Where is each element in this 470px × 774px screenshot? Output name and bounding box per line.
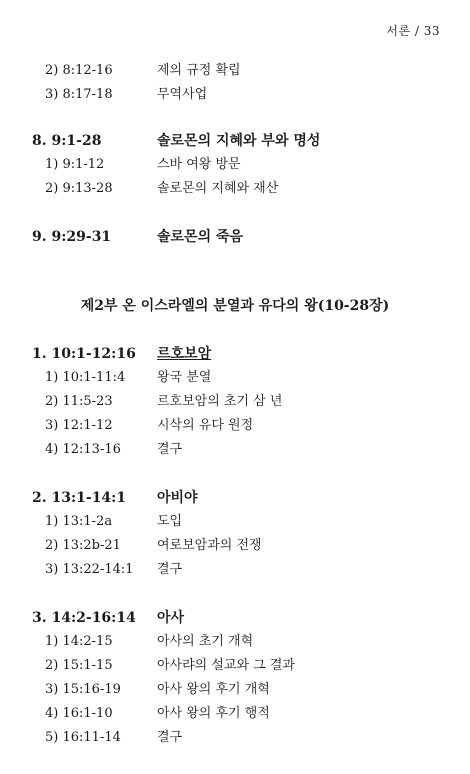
outline-main-item (0, 131, 470, 151)
outline-subitem (0, 632, 470, 652)
outline-main-item (0, 344, 470, 364)
outline-ref: 2) 8:12-16 (45, 63, 113, 78)
outline-title: 아사랴의 설교와 그 결과 (157, 658, 295, 673)
outline-subitem (0, 536, 470, 556)
outline-main-item (0, 227, 470, 247)
outline-title: 아사 왕의 후기 개혁 (157, 682, 270, 697)
outline-ref: 5) 16:11-14 (45, 730, 121, 745)
outline-subitem (0, 680, 470, 700)
outline-subitem (0, 704, 470, 724)
outline-title: 시삭의 유다 원정 (157, 418, 254, 433)
outline-subitem (0, 155, 470, 175)
outline-title: 왕국 분열 (157, 370, 212, 385)
outline-ref: 2) 15:1-15 (45, 658, 113, 673)
outline-ref: 4) 12:13-16 (45, 442, 121, 457)
page-header: 서론 / 33 (386, 24, 440, 38)
outline-main-item (0, 608, 470, 628)
outline-title: 아사 왕의 후기 행적 (157, 706, 270, 721)
outline-subitem (0, 728, 470, 748)
outline-subitem (0, 512, 470, 532)
outline-ref: 2. 13:1-14:1 (32, 490, 127, 506)
outline-title: 르호보암의 초기 삼 년 (157, 394, 283, 409)
outline-title: 결구 (157, 562, 183, 577)
outline-ref: 1) 10:1-11:4 (45, 370, 126, 385)
outline-title: 아비야 (157, 490, 198, 506)
outline-title: 도입 (157, 514, 183, 529)
outline-ref: 3) 13:22-14:1 (45, 562, 134, 577)
outline-subitem (0, 85, 470, 105)
outline-ref: 3) 8:17-18 (45, 87, 113, 102)
outline-ref: 3. 14:2-16:14 (32, 610, 136, 626)
outline-subitem (0, 656, 470, 676)
outline-ref: 1. 10:1-12:16 (32, 346, 136, 362)
outline-subitem (0, 416, 470, 436)
outline-ref: 1) 14:2-15 (45, 634, 113, 649)
outline-ref: 2) 13:2b-21 (45, 538, 121, 553)
outline-ref: 3) 15:16-19 (45, 682, 121, 697)
outline-ref: 8. 9:1-28 (32, 133, 102, 149)
outline-title: 르호보암 (157, 346, 212, 362)
outline-title: 스바 여왕 방문 (157, 157, 241, 172)
outline-ref: 2) 9:13-28 (45, 181, 113, 196)
outline-title: 제의 규정 확립 (157, 63, 241, 78)
outline-subitem (0, 368, 470, 388)
outline-subitem (0, 392, 470, 412)
outline-ref: 2) 11:5-23 (45, 394, 113, 409)
outline-title: 아사의 초기 개혁 (157, 634, 254, 649)
outline-title: 아사 (157, 610, 185, 626)
outline-ref: 4) 16:1-10 (45, 706, 113, 721)
outline-ref: 3) 12:1-12 (45, 418, 113, 433)
outline-title: 여로보암과의 전쟁 (157, 538, 262, 553)
outline-ref: 1) 9:1-12 (45, 157, 105, 172)
outline-title: 결구 (157, 442, 183, 457)
outline-ref: 9. 9:29-31 (32, 229, 112, 245)
outline-title: 솔로몬의 죽음 (157, 229, 244, 245)
outline-main-item (0, 488, 470, 508)
outline-title: 솔로몬의 지혜와 재산 (157, 181, 279, 196)
outline-subitem (0, 560, 470, 580)
outline-title: 결구 (157, 730, 183, 745)
outline-subitem (0, 179, 470, 199)
part-heading: 제2부 온 이스라엘의 분열과 유다의 왕(10-28장) (80, 298, 390, 314)
outline-ref: 1) 13:1-2a (45, 514, 113, 529)
outline-subitem (0, 61, 470, 81)
outline-subitem (0, 440, 470, 460)
outline-title: 무역사업 (157, 87, 208, 102)
outline-title: 솔로몬의 지혜와 부와 명성 (157, 133, 321, 149)
